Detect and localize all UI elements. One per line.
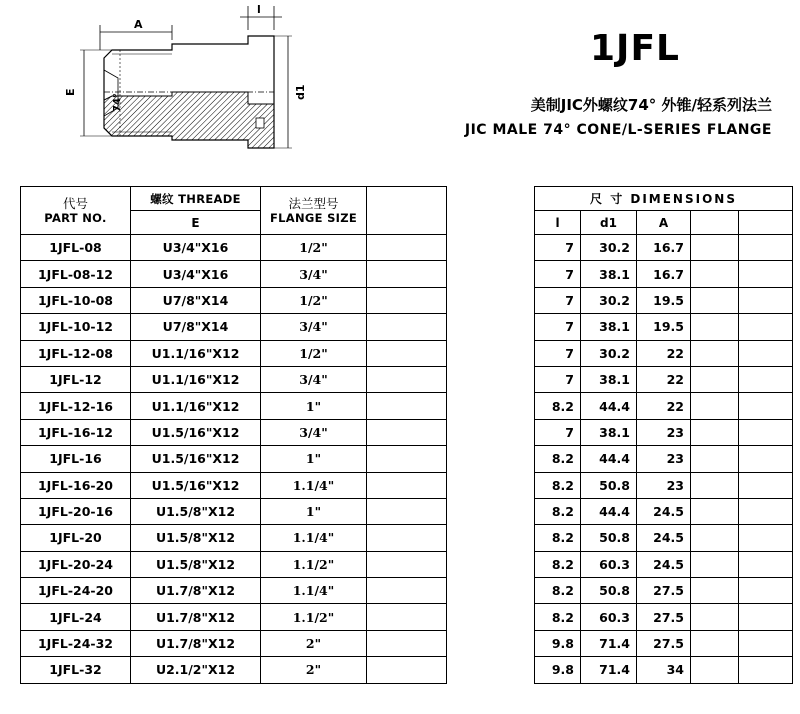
- part-no-cell: 1JFL-08: [21, 235, 131, 261]
- empty-cell: [691, 604, 739, 630]
- table-row: [21, 261, 793, 287]
- header-part-no: [21, 187, 131, 235]
- header-dim-a: A: [637, 211, 691, 235]
- dim-a-cell: 23: [637, 472, 691, 498]
- part-no-cell: 1JFL-10-08: [21, 287, 131, 313]
- thread-cell: U3/4"X16: [131, 235, 261, 261]
- header-dim-l: l: [535, 211, 581, 235]
- part-no-cell: 1JFL-12-16: [21, 393, 131, 419]
- dim-a-cell: 24.5: [637, 551, 691, 577]
- dim-l-cell: 8.2: [535, 578, 581, 604]
- empty-cell: [739, 314, 793, 340]
- thread-cell: U1.5/16"X12: [131, 419, 261, 445]
- dim-l-cell: 7: [535, 314, 581, 340]
- header-empty-2: [691, 211, 739, 235]
- empty-cell: [739, 630, 793, 656]
- part-no-cell: 1JFL-24: [21, 604, 131, 630]
- empty-cell: [739, 235, 793, 261]
- empty-cell: [367, 630, 447, 656]
- thread-cell: U1.5/8"X12: [131, 498, 261, 524]
- gap-cell: [447, 235, 535, 261]
- dim-d1-cell: 44.4: [581, 498, 637, 524]
- dim-a-cell: 22: [637, 393, 691, 419]
- dim-d1-cell: 50.8: [581, 578, 637, 604]
- dim-a-cell: 22: [637, 366, 691, 392]
- empty-cell: [367, 419, 447, 445]
- header-gap: [447, 187, 535, 235]
- part-no-cell: 1JFL-10-12: [21, 314, 131, 340]
- empty-cell: [691, 525, 739, 551]
- dim-l-cell: 9.8: [535, 630, 581, 656]
- empty-cell: [691, 630, 739, 656]
- gap-cell: [447, 657, 535, 683]
- dim-d1-cell: 30.2: [581, 235, 637, 261]
- header-thread-label: 螺纹 THREADE: [150, 191, 241, 206]
- empty-cell: [367, 235, 447, 261]
- gap-cell: [447, 419, 535, 445]
- dim-d1-cell: 30.2: [581, 340, 637, 366]
- dim-l-cell: 7: [535, 287, 581, 313]
- specification-table: [20, 186, 793, 684]
- table-row: [21, 419, 793, 445]
- dim-a-cell: 34: [637, 657, 691, 683]
- gap-cell: [447, 604, 535, 630]
- flange-size-cell: 1.1/4": [261, 525, 367, 551]
- dim-a-cell: 27.5: [637, 578, 691, 604]
- empty-cell: [367, 578, 447, 604]
- header-flange-cn: 法兰型号: [288, 195, 339, 211]
- part-no-cell: 1JFL-20-24: [21, 551, 131, 577]
- dim-d1-cell: 38.1: [581, 314, 637, 340]
- empty-cell: [739, 578, 793, 604]
- part-no-cell: 1JFL-12: [21, 366, 131, 392]
- flange-size-cell: 2": [261, 630, 367, 656]
- fitting-section-svg: [60, 0, 320, 170]
- header-dimensions: [535, 187, 793, 211]
- flange-size-cell: 1/2": [261, 340, 367, 366]
- thread-cell: U1.1/16"X12: [131, 393, 261, 419]
- part-no-cell: 1JFL-16: [21, 446, 131, 472]
- empty-cell: [691, 287, 739, 313]
- dim-a-cell: 24.5: [637, 525, 691, 551]
- empty-cell: [367, 498, 447, 524]
- flange-size-cell: 1.1/4": [261, 472, 367, 498]
- part-no-cell: 1JFL-20-16: [21, 498, 131, 524]
- dim-l-cell: 7: [535, 235, 581, 261]
- empty-cell: [691, 314, 739, 340]
- table-row: [21, 340, 793, 366]
- flange-size-cell: 1.1/2": [261, 604, 367, 630]
- thread-cell: U2.1/2"X12: [131, 657, 261, 683]
- empty-cell: [367, 261, 447, 287]
- dim-a-label: A: [134, 18, 143, 31]
- empty-cell: [367, 340, 447, 366]
- subtitle-english: JIC MALE 74° CONE/L-SERIES FLANGE: [464, 122, 772, 138]
- dim-d1-cell: 30.2: [581, 287, 637, 313]
- dim-l-cell: 8.2: [535, 551, 581, 577]
- table-row: [21, 314, 793, 340]
- dim-l-cell: 7: [535, 366, 581, 392]
- empty-cell: [739, 604, 793, 630]
- flange-size-cell: 3/4": [261, 366, 367, 392]
- dim-d1-cell: 38.1: [581, 261, 637, 287]
- empty-cell: [739, 525, 793, 551]
- dim-d1-cell: 60.3: [581, 604, 637, 630]
- thread-cell: U7/8"X14: [131, 287, 261, 313]
- empty-cell: [367, 366, 447, 392]
- dim-d1-cell: 38.1: [581, 366, 637, 392]
- header-thread: [131, 187, 261, 211]
- dim-a-cell: 24.5: [637, 498, 691, 524]
- empty-cell: [367, 287, 447, 313]
- dim-l-cell: 8.2: [535, 525, 581, 551]
- thread-cell: U1.5/16"X12: [131, 446, 261, 472]
- flange-size-cell: 1/2": [261, 235, 367, 261]
- gap-cell: [447, 551, 535, 577]
- empty-cell: [691, 472, 739, 498]
- empty-cell: [739, 261, 793, 287]
- flange-size-cell: 1.1/4": [261, 578, 367, 604]
- dim-l-cell: 7: [535, 340, 581, 366]
- dim-e-label: E: [64, 88, 77, 96]
- thread-cell: U3/4"X16: [131, 261, 261, 287]
- gap-cell: [447, 525, 535, 551]
- empty-cell: [691, 366, 739, 392]
- empty-cell: [739, 472, 793, 498]
- table-row: [21, 498, 793, 524]
- flange-size-cell: 1": [261, 446, 367, 472]
- flange-size-cell: 1.1/2": [261, 551, 367, 577]
- dim-d1-cell: 71.4: [581, 630, 637, 656]
- gap-cell: [447, 261, 535, 287]
- empty-cell: [739, 393, 793, 419]
- empty-cell: [691, 657, 739, 683]
- gap-cell: [447, 630, 535, 656]
- header-empty-1: [367, 187, 447, 235]
- flange-size-cell: 3/4": [261, 261, 367, 287]
- thread-cell: U1.5/16"X12: [131, 472, 261, 498]
- table-row: [21, 657, 793, 683]
- dim-l-cell: 8.2: [535, 604, 581, 630]
- gap-cell: [447, 498, 535, 524]
- product-code-title: 1JFL: [590, 28, 680, 69]
- dim-l-cell: 8.2: [535, 472, 581, 498]
- angle-label: 74°: [112, 93, 123, 112]
- dim-d1-cell: 38.1: [581, 419, 637, 445]
- empty-cell: [367, 393, 447, 419]
- header-empty-3: [739, 211, 793, 235]
- part-no-cell: 1JFL-16-20: [21, 472, 131, 498]
- empty-cell: [691, 551, 739, 577]
- header-flange-en: FLANGE SIZE: [269, 210, 358, 225]
- table-row: [21, 393, 793, 419]
- dim-d1-cell: 60.3: [581, 551, 637, 577]
- flange-size-cell: 1": [261, 498, 367, 524]
- gap-cell: [447, 578, 535, 604]
- table-row: [21, 630, 793, 656]
- table-row: [21, 235, 793, 261]
- part-no-cell: 1JFL-16-12: [21, 419, 131, 445]
- empty-cell: [739, 340, 793, 366]
- flange-size-cell: 3/4": [261, 419, 367, 445]
- gap-cell: [447, 446, 535, 472]
- dim-l-label: l: [257, 3, 261, 16]
- dim-a-cell: 27.5: [637, 604, 691, 630]
- dim-a-cell: 22: [637, 340, 691, 366]
- table-row: [21, 472, 793, 498]
- empty-cell: [691, 340, 739, 366]
- table-row: [21, 525, 793, 551]
- gap-cell: [447, 314, 535, 340]
- dim-l-cell: 8.2: [535, 446, 581, 472]
- subtitle-chinese: 美制JIC外螺纹74° 外锥/轻系列法兰: [530, 96, 772, 114]
- dim-l-cell: 8.2: [535, 393, 581, 419]
- empty-cell: [691, 261, 739, 287]
- empty-cell: [367, 604, 447, 630]
- flange-size-cell: 1": [261, 393, 367, 419]
- part-no-cell: 1JFL-20: [21, 525, 131, 551]
- dim-a-cell: 27.5: [637, 630, 691, 656]
- empty-cell: [739, 446, 793, 472]
- flange-size-cell: 1/2": [261, 287, 367, 313]
- dim-d1-cell: 44.4: [581, 393, 637, 419]
- thread-cell: U1.1/16"X12: [131, 340, 261, 366]
- empty-cell: [739, 657, 793, 683]
- dim-l-cell: 7: [535, 419, 581, 445]
- table-row: [21, 551, 793, 577]
- dim-a-cell: 19.5: [637, 287, 691, 313]
- dim-a-cell: 19.5: [637, 314, 691, 340]
- gap-cell: [447, 393, 535, 419]
- empty-cell: [367, 657, 447, 683]
- header-flange: [261, 187, 367, 235]
- thread-cell: U1.7/8"X12: [131, 604, 261, 630]
- flange-size-cell: 3/4": [261, 314, 367, 340]
- part-no-cell: 1JFL-24-20: [21, 578, 131, 604]
- flange-size-cell: 2": [261, 657, 367, 683]
- gap-cell: [447, 287, 535, 313]
- gap-cell: [447, 340, 535, 366]
- empty-cell: [691, 446, 739, 472]
- header-part-en: PART NO.: [44, 210, 107, 225]
- empty-cell: [691, 393, 739, 419]
- thread-cell: U1.7/8"X12: [131, 578, 261, 604]
- dim-a-cell: 23: [637, 446, 691, 472]
- table-header: [21, 187, 793, 235]
- fitting-drawing: [60, 0, 320, 170]
- dim-a-cell: 16.7: [637, 261, 691, 287]
- empty-cell: [691, 419, 739, 445]
- empty-cell: [739, 366, 793, 392]
- thread-cell: U1.5/8"X12: [131, 525, 261, 551]
- thread-cell: U1.1/16"X12: [131, 366, 261, 392]
- empty-cell: [739, 551, 793, 577]
- dim-l-cell: 8.2: [535, 498, 581, 524]
- dim-d1-cell: 50.8: [581, 525, 637, 551]
- thread-cell: U1.7/8"X12: [131, 630, 261, 656]
- thread-cell: U7/8"X14: [131, 314, 261, 340]
- empty-cell: [739, 287, 793, 313]
- dim-d1-cell: 71.4: [581, 657, 637, 683]
- gap-cell: [447, 366, 535, 392]
- part-no-cell: 1JFL-12-08: [21, 340, 131, 366]
- gap-cell: [447, 472, 535, 498]
- dim-l-cell: 9.8: [535, 657, 581, 683]
- empty-cell: [691, 235, 739, 261]
- dim-a-cell: 16.7: [637, 235, 691, 261]
- header-thread-e: E: [131, 211, 261, 235]
- header-part-cn: 代号: [62, 195, 88, 211]
- table-row: [21, 446, 793, 472]
- part-no-cell: 1JFL-32: [21, 657, 131, 683]
- table-row: [21, 578, 793, 604]
- part-no-cell: 1JFL-08-12: [21, 261, 131, 287]
- empty-cell: [367, 551, 447, 577]
- header-dim-d1: d1: [581, 211, 637, 235]
- empty-cell: [691, 578, 739, 604]
- dim-d1-label: d1: [294, 84, 307, 100]
- header-dimensions-label: 尺 寸 DIMENSIONS: [590, 192, 737, 206]
- dim-a-cell: 23: [637, 419, 691, 445]
- table-row: [21, 604, 793, 630]
- dim-d1-cell: 50.8: [581, 472, 637, 498]
- table-row: [21, 366, 793, 392]
- part-no-cell: 1JFL-24-32: [21, 630, 131, 656]
- empty-cell: [367, 446, 447, 472]
- table-body: [21, 235, 793, 684]
- empty-cell: [367, 314, 447, 340]
- empty-cell: [367, 472, 447, 498]
- empty-cell: [367, 525, 447, 551]
- empty-cell: [691, 498, 739, 524]
- table-row: [21, 287, 793, 313]
- dim-d1-cell: 44.4: [581, 446, 637, 472]
- dim-l-cell: 7: [535, 261, 581, 287]
- empty-cell: [739, 498, 793, 524]
- empty-cell: [739, 419, 793, 445]
- thread-cell: U1.5/8"X12: [131, 551, 261, 577]
